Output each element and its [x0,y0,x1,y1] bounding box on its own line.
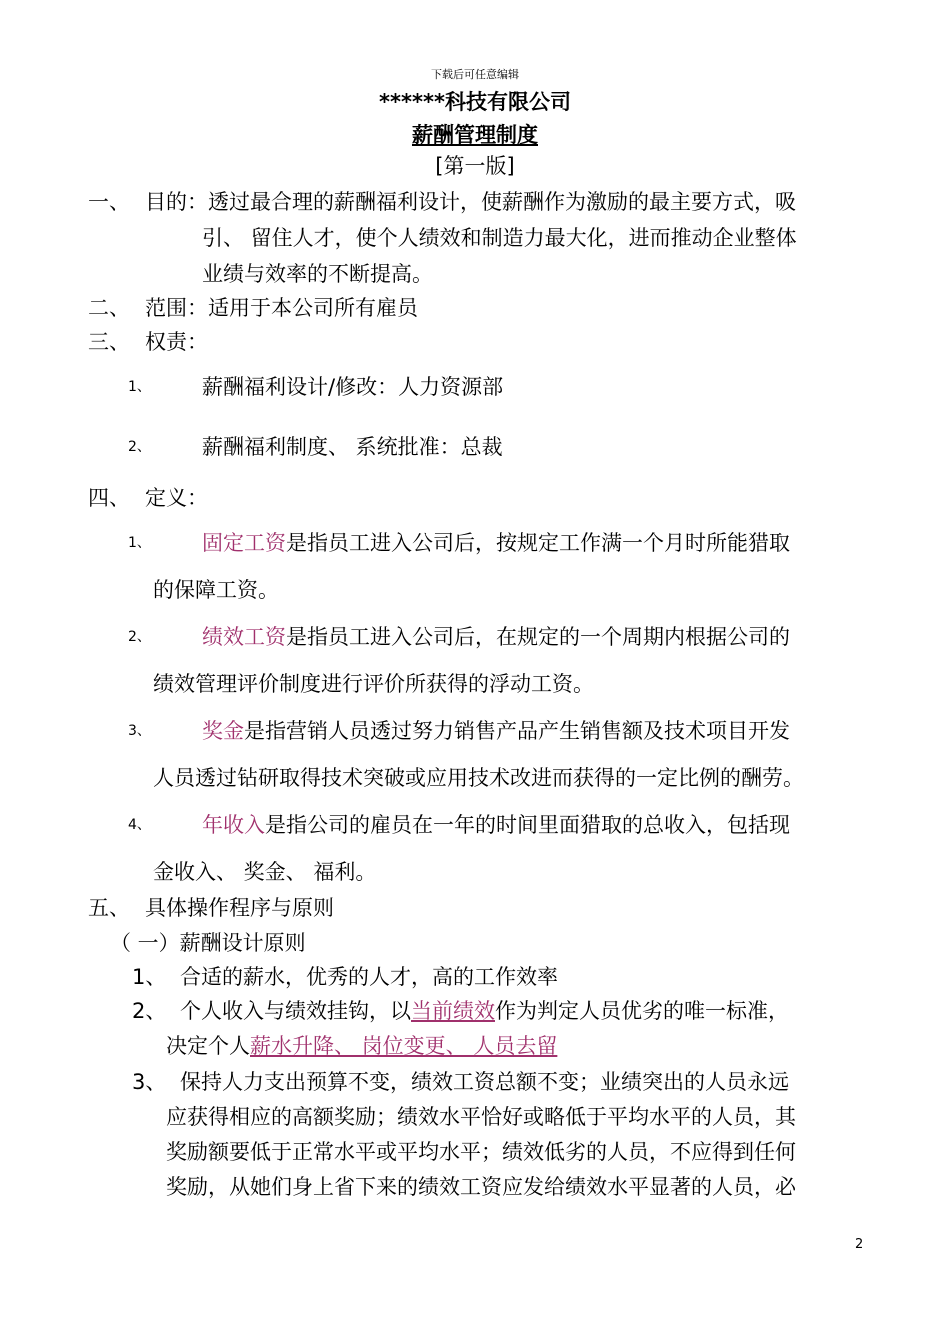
definition-4-term: 年收入 [202,813,265,837]
principle-2-num: 2、 [132,999,167,1023]
principle-2-line-2 [166,1030,557,1060]
section-1-marker: 一、 [88,190,130,214]
section-3-marker: 三、 [88,330,130,354]
principle-3-line-4: 奖励，从她们身上省下来的绩效工资应发给绩效水平显著的人员，必 [166,1175,796,1199]
section-3-item-2-num: 2、 [128,439,151,455]
section-5-text: 具体操作程序与原则 [145,896,334,920]
principle-2-c: 决定个人 [166,1034,250,1058]
section-3-item-1-num: 1、 [128,379,151,395]
principle-3-num: 3、 [132,1070,167,1094]
company-name: ******科技有限公司 [379,90,571,114]
document-title [0,119,950,149]
definition-3-term: 奖金 [202,719,244,743]
definition-4-line-1 [202,809,790,839]
salary-position-change-link[interactable]: 薪水升降、 岗位变更、 人员去留 [250,1034,558,1058]
page-number: 2 [855,1237,864,1252]
definition-3-line-2: 人员透过钻研取得技术突破或应用技术改进而获得的一定比例的酬劳。 [153,766,804,790]
subsection-heading: （ 一）薪酬设计原则 [110,931,306,955]
principle-3-line-1: 保持人力支出预算不变，绩效工资总额不变；业绩突出的人员永远 [180,1070,789,1094]
section-2-text: 范围：适用于本公司所有雇员 [145,296,418,320]
definition-2-term: 绩效工资 [202,625,286,649]
section-4-marker: 四、 [88,486,130,510]
definition-2-line-2: 绩效管理评价制度进行评价所获得的浮动工资。 [153,672,594,696]
definition-3-rest: 是指营销人员透过努力销售产品产生销售额及技术项目开发 [244,719,790,743]
definition-4-rest: 是指公司的雇员在一年的时间里面猎取的总收入，包括现 [265,813,790,837]
document-title-text: 薪酬管理制度 [412,123,538,147]
definition-2-line-1 [202,621,790,651]
definition-1-rest: 是指员工进入公司后，按规定工作满一个月时所能猎取 [286,531,790,555]
definition-1-line-1 [202,527,790,557]
section-2-marker: 二、 [88,296,130,320]
definition-3-num: 3、 [128,723,151,739]
edition-label: [第一版] [435,154,515,178]
header-note: 下载后可任意编辑 [431,68,519,81]
definition-1-term: 固定工资 [202,531,286,555]
definition-4-line-2: 金收入、 奖金、 福利。 [153,860,377,884]
definition-2-num: 2、 [128,629,151,645]
current-performance-link[interactable]: 当前绩效 [411,999,495,1023]
principle-3-line-2: 应获得相应的高额奖励；绩效水平恰好或略低于平均水平的人员，其 [166,1105,796,1129]
definition-4-num: 4、 [128,817,151,833]
section-5-marker: 五、 [88,896,130,920]
definition-1-num: 1、 [128,535,151,551]
principle-1-text: 合适的薪水，优秀的人才，高的工作效率 [180,965,558,989]
definition-2-rest: 是指员工进入公司后，在规定的一个周期内根据公司的 [286,625,790,649]
section-1-line-1: 目的：透过最合理的薪酬福利设计，使薪酬作为激励的最主要方式，吸 [145,190,796,214]
definition-1-line-2: 的保障工资。 [153,578,279,602]
section-1-line-2: 引、 留住人才，使个人绩效和制造力最大化，进而推动企业整体 [202,226,797,250]
definition-3-line-1 [202,715,790,745]
principle-2-b: 作为判定人员优劣的唯一标准， [495,999,789,1023]
section-4-text: 定义： [145,486,208,510]
section-3-item-2-text: 薪酬福利制度、 系统批准：总裁 [202,435,503,459]
principle-2-a: 个人收入与绩效挂钩，以 [180,999,411,1023]
principle-2-line-1 [180,995,789,1025]
section-3-text: 权责： [145,330,208,354]
section-1-line-3: 业绩与效率的不断提高。 [202,262,433,286]
principle-3-line-3: 奖励额要低于正常水平或平均水平；绩效低劣的人员，不应得到任何 [166,1140,796,1164]
principle-1-num: 1、 [132,965,167,989]
section-3-item-1-text: 薪酬福利设计/修改：人力资源部 [202,375,504,399]
